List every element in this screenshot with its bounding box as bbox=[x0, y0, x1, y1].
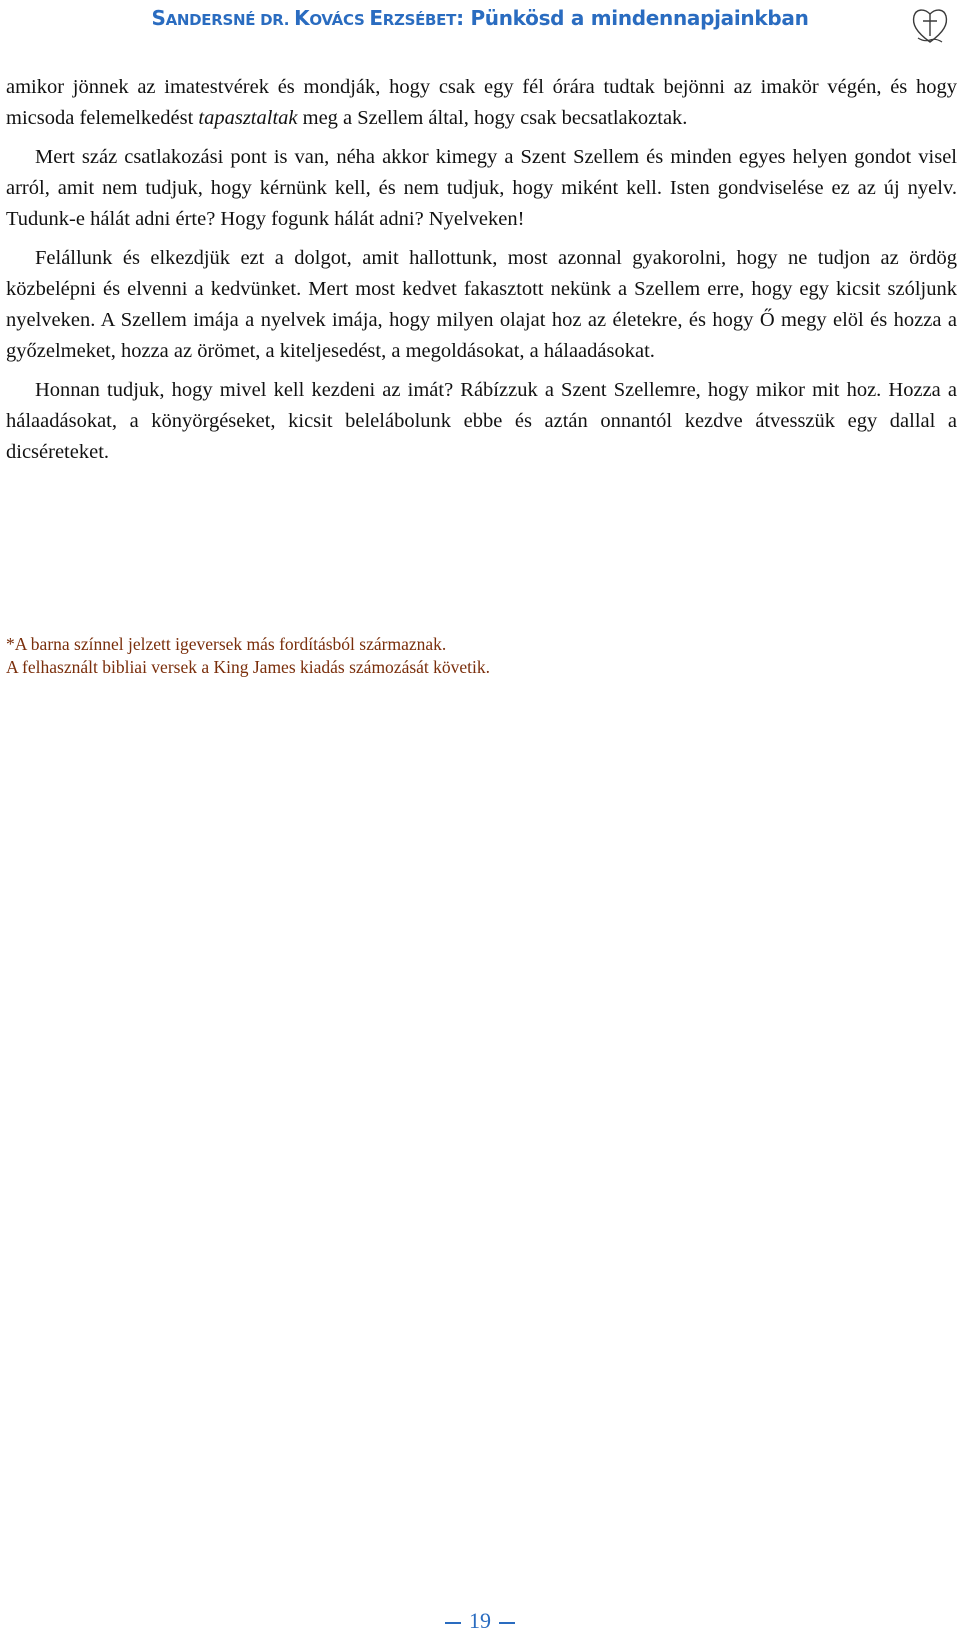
author-name-part-2: OVÁCS bbox=[309, 11, 370, 29]
page-number bbox=[0, 1608, 960, 1634]
paragraph-1 bbox=[6, 72, 957, 134]
paragraph-1-text-a: amikor jönnek az imatestvérek és mondják, hogy csak egy fél órára tudtak bejönni az imakör végén, és hogy micsoda felemelkedést bbox=[6, 76, 957, 129]
author-name-part-1: ANDERSNÉ DR. bbox=[165, 11, 295, 29]
page-number-value: 19 bbox=[469, 1608, 491, 1633]
author-initial-k: K bbox=[294, 6, 310, 30]
author-initial-e: E bbox=[369, 6, 383, 30]
author-initial-s: S bbox=[151, 6, 166, 30]
footnote-2: A felhasznált bibliai versek a King James kiadás számozását követik. bbox=[6, 657, 491, 677]
paragraph-1-emphasis: tapasztaltak bbox=[198, 107, 298, 129]
page-number-dash-right bbox=[499, 1622, 515, 1624]
heart-cross-logo-icon bbox=[910, 2, 950, 46]
header-separator: : bbox=[456, 6, 471, 30]
body-text bbox=[6, 72, 957, 476]
paragraph-2: Mert száz csatlakozási pont is van, néha akkor kimegy a Szent Szellem és minden egyes helyen gondot visel arról, amit nem tudjuk, hogy kérnünk kell, és nem tudjuk, hogy miként kell. Isten gondviselése ez az új nyelv. Tudunk-e hálát adni érte? Hogy fogunk hálát adni? Nyelveken! bbox=[6, 146, 957, 230]
paragraph-1-text-b: meg a Szellem által, hogy csak becsatlakoztak. bbox=[297, 107, 688, 129]
paragraph-3: Felállunk és elkezdjük ezt a dolgot, amit hallottunk, most azonnal gyakorolni, hogy ne tudjon az ördög közbelépni és elvenni a kedvünket. Mert most kedvet fakasztott nekünk a Szellem erre, hogy egy kicsit szóljunk nyelveken. A Szellem imája a nyelvek imája, hogy milyen olajat hoz az életekre, és hogy Ő megy elöl és hozza a győzelmeket, hozza az örömet, a kiteljesedést, a megoldásokat, a hálaadásokat. bbox=[6, 247, 957, 362]
author-name-part-3: RZSÉBET bbox=[382, 11, 457, 29]
running-header-title bbox=[0, 6, 960, 30]
paragraph-4: Honnan tudjuk, hogy mivel kell kezdeni az imát? Rábízzuk a Szent Szellemre, hogy mikor mit hoz. Hozza a hálaadásokat, a könyörgéseket, kicsit belelábolunk ebbe és aztán onnantól kezdve átvesszük egy dallal a dicséreteket. bbox=[6, 379, 957, 463]
book-title: Pünkösd a mindennapjainkban bbox=[470, 6, 809, 30]
page-number-dash-left bbox=[445, 1622, 461, 1624]
footnote-1: *A barna színnel jelzett igeversek más fordításból származnak. bbox=[6, 634, 447, 654]
page-header bbox=[0, 0, 960, 50]
footnotes bbox=[6, 633, 946, 679]
